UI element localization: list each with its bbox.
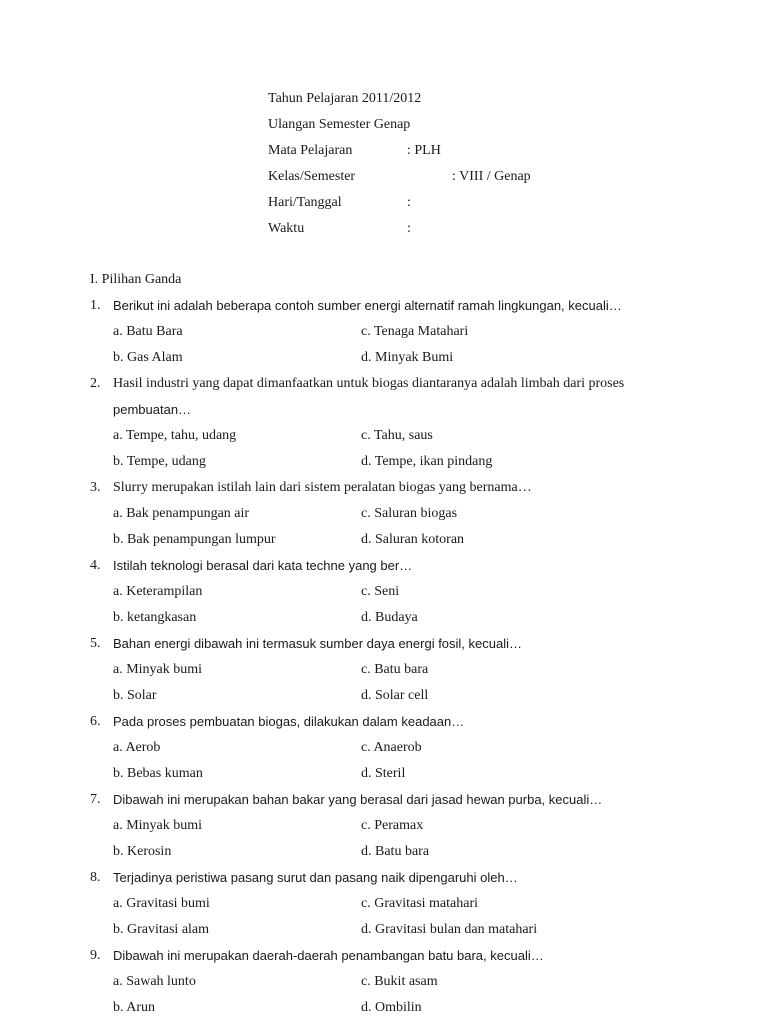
day-value: : — [407, 195, 411, 210]
option-d: d. Batu bara — [361, 844, 430, 859]
option-row — [90, 972, 690, 998]
question-9 — [90, 946, 690, 1024]
question-number: 3. — [90, 480, 101, 495]
question-line — [90, 946, 690, 972]
option-c: c. Batu bara — [361, 662, 429, 677]
option-b: b. Bebas kuman — [113, 766, 203, 781]
question-7 — [90, 790, 690, 868]
option-a: a. Sawah lunto — [113, 974, 196, 989]
question-number: 2. — [90, 376, 101, 391]
question-line — [90, 634, 690, 660]
question-1 — [90, 296, 690, 374]
option-row — [90, 816, 690, 842]
question-text: Istilah teknologi berasal dari kata techne yang ber… — [113, 558, 413, 573]
option-a: a. Bak penampungan air — [113, 506, 250, 521]
option-row — [90, 530, 690, 556]
subject-label: Mata Pelajaran — [268, 143, 353, 158]
option-row — [90, 608, 690, 634]
option-row — [90, 738, 690, 764]
question-text: Dibawah ini merupakan daerah-daerah penambangan batu bara, kecuali… — [113, 948, 544, 963]
question-5 — [90, 634, 690, 712]
question-line — [90, 556, 690, 582]
question-number: 4. — [90, 558, 101, 573]
option-d: d. Tempe, ikan pindang — [361, 454, 493, 469]
option-a: a. Keterampilan — [113, 584, 203, 599]
question-8 — [90, 868, 690, 946]
option-a: a. Batu Bara — [113, 324, 183, 339]
option-row — [90, 920, 690, 946]
option-row — [90, 660, 690, 686]
question-line — [90, 296, 690, 322]
option-row — [90, 764, 690, 790]
option-b: b. Gravitasi alam — [113, 922, 210, 937]
option-a: a. Gravitasi bumi — [113, 896, 210, 911]
option-c: c. Tenaga Matahari — [361, 324, 469, 339]
question-text: Pada proses pembuatan biogas, dilakukan dalam keadaan… — [113, 714, 465, 729]
option-c: c. Gravitasi matahari — [361, 896, 479, 911]
question-number: 6. — [90, 714, 101, 729]
option-b: b. ketangkasan — [113, 610, 197, 625]
question-text-continued: pembuatan… — [113, 402, 192, 417]
question-number: 5. — [90, 636, 101, 651]
question-text: Dibawah ini merupakan bahan bakar yang berasal dari jasad hewan purba, kecuali… — [113, 792, 603, 807]
class-value: : VIII / Genap — [452, 169, 531, 184]
day-label: Hari/Tanggal — [268, 195, 342, 210]
option-row — [90, 686, 690, 712]
option-d: d. Ombilin — [361, 1000, 422, 1015]
option-d: d. Gravitasi bulan dan matahari — [361, 922, 538, 937]
question-text: Berikut ini adalah beberapa contoh sumber energi alternatif ramah lingkungan, kecuali… — [113, 298, 622, 313]
question-line — [90, 868, 690, 894]
option-c: c. Tahu, saus — [361, 428, 433, 443]
option-c: c. Peramax — [361, 818, 424, 833]
subject-value: : PLH — [407, 143, 441, 158]
option-a: a. Aerob — [113, 740, 161, 755]
question-2 — [90, 374, 690, 478]
question-6 — [90, 712, 690, 790]
option-b: b. Gas Alam — [113, 350, 183, 365]
question-number: 7. — [90, 792, 101, 807]
option-c: c. Anaerob — [361, 740, 422, 755]
option-d: d. Saluran kotoran — [361, 532, 465, 547]
question-list — [90, 296, 690, 1024]
question-line — [90, 374, 690, 400]
option-b: b. Solar — [113, 688, 157, 703]
option-row — [90, 998, 690, 1024]
option-row — [90, 504, 690, 530]
question-text: Bahan energi dibawah ini termasuk sumber daya energi fosil, kecuali… — [113, 636, 522, 651]
option-row — [90, 842, 690, 868]
option-c: c. Bukit asam — [361, 974, 438, 989]
question-line-continued — [90, 400, 690, 426]
time-label: Waktu — [268, 221, 305, 236]
option-d: d. Minyak Bumi — [361, 350, 454, 365]
option-row — [90, 452, 690, 478]
header-year: Tahun Pelajaran 2011/2012 — [268, 91, 422, 106]
option-c: c. Seni — [361, 584, 400, 599]
question-4 — [90, 556, 690, 634]
question-line — [90, 712, 690, 738]
question-number: 8. — [90, 870, 101, 885]
option-b: b. Bak penampungan lumpur — [113, 532, 276, 547]
question-line — [90, 478, 690, 504]
section-title: I. Pilihan Ganda — [90, 272, 182, 287]
option-row — [90, 322, 690, 348]
option-a: a. Minyak bumi — [113, 818, 203, 833]
question-number: 1. — [90, 298, 101, 313]
option-d: d. Steril — [361, 766, 406, 781]
question-number: 9. — [90, 948, 101, 963]
option-row — [90, 582, 690, 608]
header-exam: Ulangan Semester Genap — [268, 117, 411, 132]
option-row — [90, 894, 690, 920]
option-b: b. Kerosin — [113, 844, 172, 859]
option-row — [90, 426, 690, 452]
option-row — [90, 348, 690, 374]
question-text: Hasil industri yang dapat dimanfaatkan untuk biogas diantaranya adalah limbah dari proses — [113, 376, 625, 391]
option-d: d. Solar cell — [361, 688, 429, 703]
class-label: Kelas/Semester — [268, 169, 356, 184]
question-text: Slurry merupakan istilah lain dari sistem peralatan biogas yang bernama… — [113, 480, 532, 495]
option-b: b. Tempe, udang — [113, 454, 206, 469]
option-d: d. Budaya — [361, 610, 418, 625]
time-value: : — [407, 221, 411, 236]
option-b: b. Arun — [113, 1000, 155, 1015]
question-3 — [90, 478, 690, 556]
option-a: a. Tempe, tahu, udang — [113, 428, 237, 443]
question-line — [90, 790, 690, 816]
option-a: a. Minyak bumi — [113, 662, 203, 677]
option-c: c. Saluran biogas — [361, 506, 458, 521]
question-text: Terjadinya peristiwa pasang surut dan pasang naik dipengaruhi oleh… — [113, 870, 518, 885]
